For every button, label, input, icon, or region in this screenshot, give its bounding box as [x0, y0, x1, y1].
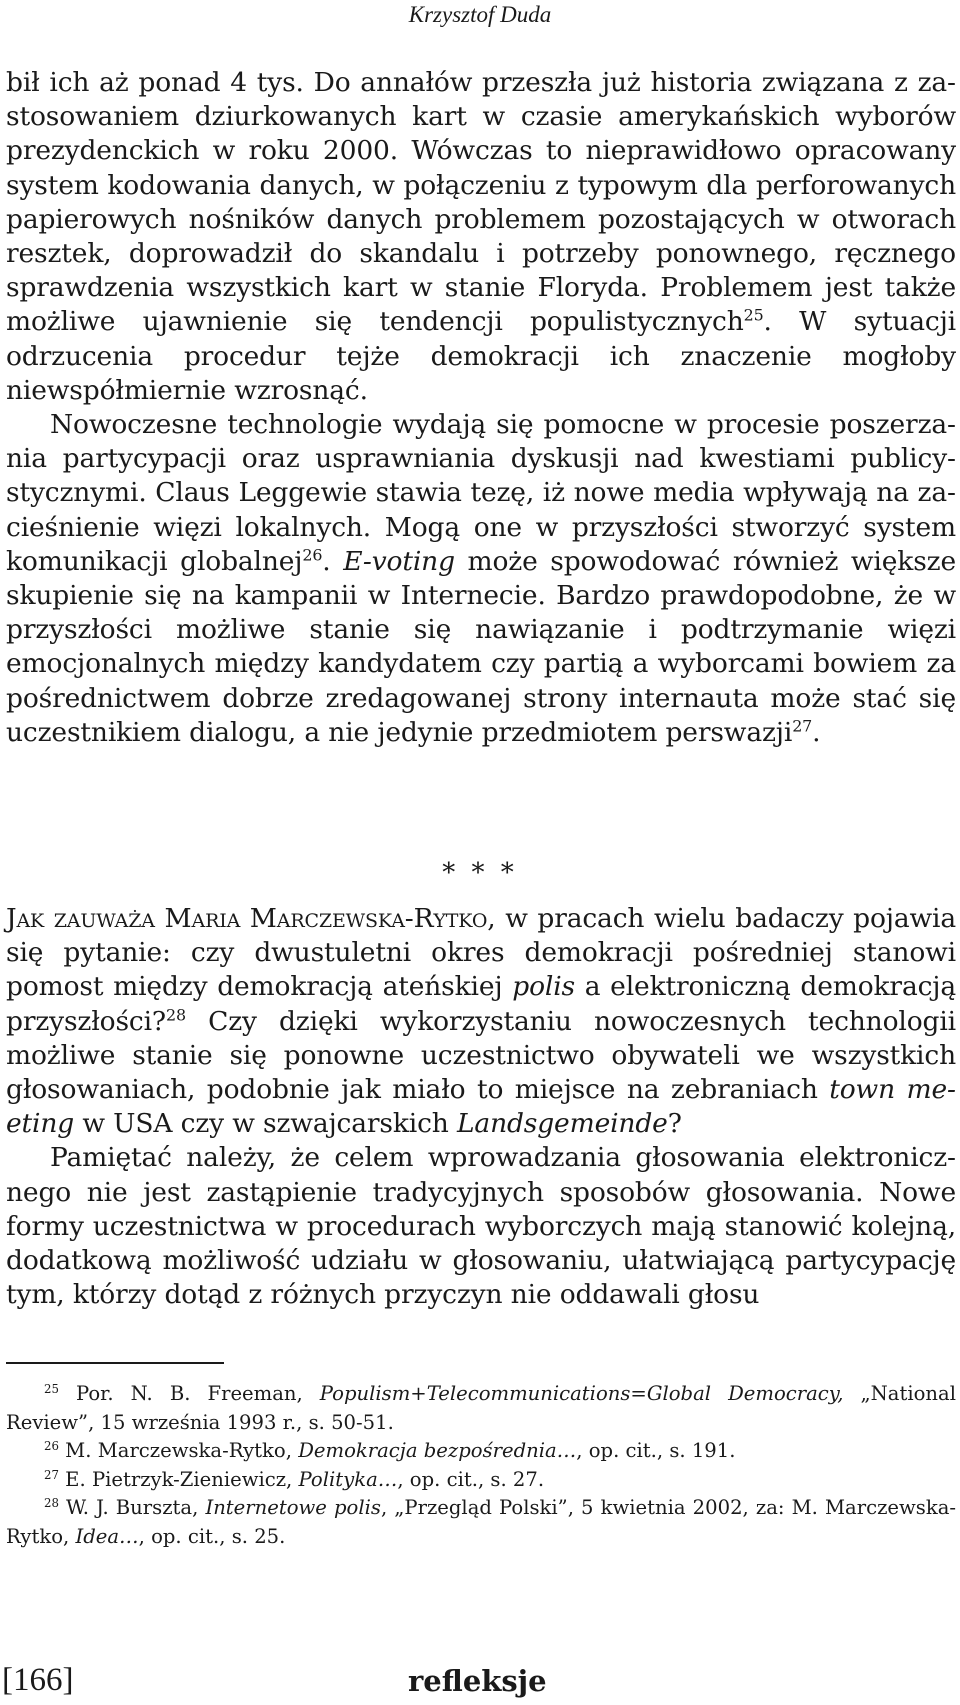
- footnote-ref-25[interactable]: 25: [743, 305, 764, 325]
- paragraph-1-text-cont: . W sytuacji odrzucenia procedur tejże demokracji ich znaczenie mogłoby niewspółmiernie wzrosnąć.: [6, 306, 957, 406]
- footnote-divider: [6, 1362, 224, 1364]
- paragraph-2-text-end: .: [812, 716, 821, 748]
- body-text-bottom: [6, 902, 956, 1312]
- footnote-ref-28[interactable]: 28: [166, 1005, 186, 1025]
- footnote-26: [6, 1437, 956, 1466]
- emphasis-town-meeting: town meeting: [6, 1074, 956, 1140]
- paragraph-3-text-cont3: w USA czy w szwajcarskich: [74, 1108, 457, 1140]
- footnote-text: , op. cit., s. 191.: [576, 1439, 736, 1463]
- footnote-title: Polityka…: [298, 1467, 398, 1491]
- footnote-25: [6, 1380, 956, 1437]
- footnote-title: Populism+Telecommunications=Global Democracy,: [319, 1382, 844, 1405]
- footnote-ref-26[interactable]: 26: [302, 545, 323, 565]
- paragraph-2: [6, 408, 956, 750]
- footnote-text: M. Marczewska-Rytko,: [58, 1439, 299, 1463]
- footnote-text: Por. N. B. Freeman,: [58, 1382, 320, 1405]
- paragraph-3: [6, 902, 956, 1141]
- body-text-top: [6, 66, 956, 750]
- footnote-text: W. J. Bursztа,: [58, 1496, 206, 1520]
- paragraph-4-text: Pamiętać należy, że celem wprowadzania głosowania elektronicznego nie jest zastąpienie tradycyjnych sposobów głosowania. Nowe formy uczestnictwa w procedurach wyborczych mają stanowić kolejną, dodatkową możliwość udziału w głosowaniu, ułatwiającą partycypację tym, którzy dotąd z różnych przyczyn nie oddawali głosu: [6, 1142, 956, 1311]
- emphasis-landsgemeinde: Landsgemeinde: [456, 1108, 668, 1140]
- paragraph-3-text-cont2: Czy dzięki wykorzystaniu nowoczesnych technologii możliwe stanie się ponowne uczestnictwo obywateli we wszystkich głosowaniach, podobnie jak miało to miejsce na zebraniach: [6, 1005, 956, 1106]
- footnote-title: Demokracja bezpośrednia…: [298, 1439, 577, 1463]
- footnote-text: „National Review”, 15 września 1993 r., s. 50-51.: [6, 1382, 956, 1434]
- footnote-number: 25: [44, 1381, 59, 1396]
- footnote-number: 27: [44, 1467, 59, 1482]
- paragraph-3-text-end: ?: [667, 1108, 682, 1140]
- emphasis-polis: polis: [512, 971, 575, 1003]
- emphasis-e-voting: E-voting: [343, 545, 455, 577]
- footnote-number: 28: [44, 1496, 59, 1511]
- footnote-title: Idea…: [75, 1524, 139, 1548]
- footnote-28: [6, 1494, 956, 1551]
- paragraph-3-text-cont: a elektroniczną demokracją przyszłości?: [6, 971, 957, 1037]
- page-number: [166]: [2, 1662, 74, 1698]
- footnote-text: E. Pietrzyk-Zieniewicz,: [58, 1467, 299, 1491]
- section-separator: * * *: [442, 858, 518, 888]
- footnotes: [6, 1380, 956, 1552]
- paragraph-3-lead: Jak zauważa Maria Marczewska-Rytko: [6, 903, 488, 934]
- paragraph-2-text-cont2: może spowodować również większe skupienie się na kampanii w Internecie. Bardzo prawdopodobne, że w przyszłości możliwe stanie się nawiązanie i podtrzymanie więzi emocjonalnych między kandydatem czy partią a wyborcami bowiem za pośrednictwem dobrze zredagowanej strony internauta może stać się uczestnikiem dialogu, a nie jedynie przedmiotem perswazji: [6, 545, 956, 748]
- paragraph-3-text: , w pracach wielu badaczy pojawia się pytanie: czy dwustuletni okres demokracji pośredniej stanowi pomost między demokracją ateńskiej: [6, 903, 957, 1003]
- running-header-author: Krzysztof Duda: [408, 2, 552, 27]
- footnote-text: , op. cit., s. 25.: [138, 1524, 286, 1548]
- footnote-ref-27[interactable]: 27: [792, 716, 813, 736]
- journal-name: refleksje: [408, 1664, 547, 1698]
- footnote-number: 26: [44, 1439, 59, 1454]
- paragraph-4: [6, 1141, 956, 1312]
- footnote-title: Internetowe polis: [205, 1496, 381, 1520]
- footnote-text: , „Przegląd Polski”, 5 kwietnia 2002, za: M. Marczewska-Rytko,: [6, 1496, 956, 1548]
- footnote-text: , op. cit., s. 27.: [397, 1467, 545, 1491]
- footnote-27: [6, 1466, 956, 1495]
- paragraph-1-text: bił ich aż ponad 4 tys. Do annałów przeszła już historia związana z zastosowaniem dziurkowanych kart w czasie amerykańskich wyborów prezydenckich w roku 2000. Wówczas to nieprawidłowo opracowany system kodowania danych, w połączeniu z typowym dla perforowanych papierowych nośników danych problemem pozostających w otworach resztek, doprowadził do skandalu i potrzeby ponownego, ręcznego sprawdzenia wszystkich kart w stanie Floryda. Problemem jest także możliwe ujawnienie się tendencji populistycznych: [6, 67, 956, 338]
- paragraph-2-text-cont: .: [322, 545, 344, 577]
- paragraph-2-text: Nowoczesne technologie wydają się pomocne w procesie poszerzania partycypacji oraz usprawniania dyskusji nad kwestiami publicystycznymi. Claus Leggewie stawia tezę, iż nowe media wpływają na zacieśnienie więzi lokalnych. Mogą one w przyszłości stworzyć system komunikacji globalnej: [6, 409, 956, 577]
- paragraph-1: [6, 66, 956, 408]
